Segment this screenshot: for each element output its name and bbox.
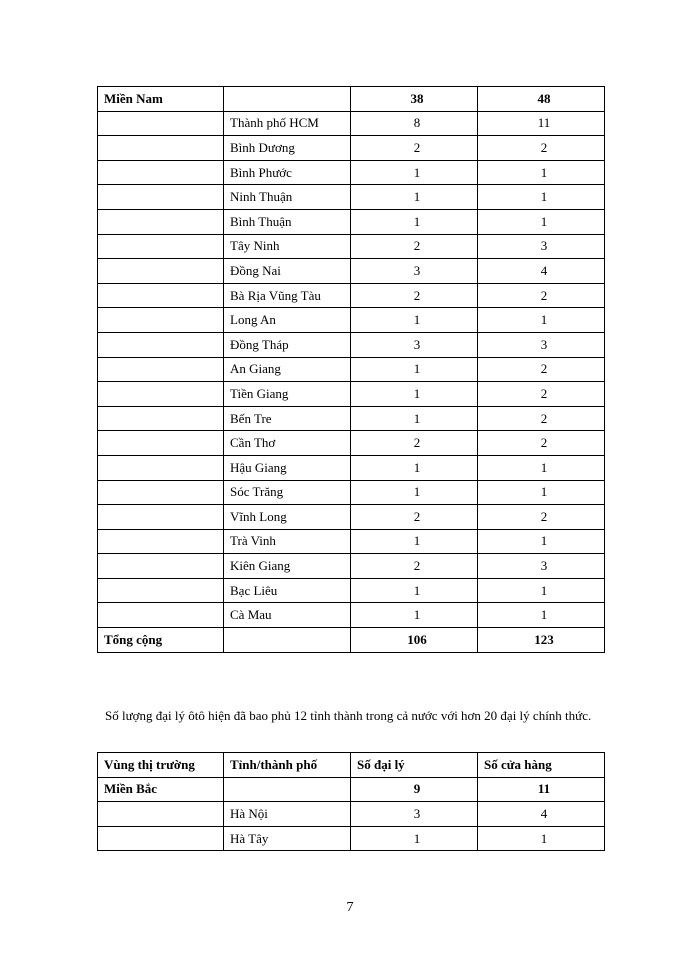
province-cell: An Giang bbox=[224, 357, 351, 382]
region-cell bbox=[98, 529, 224, 554]
stores-cell: 2 bbox=[478, 136, 605, 161]
stores-cell: 1 bbox=[478, 603, 605, 628]
province-cell: Bình Thuận bbox=[224, 209, 351, 234]
stores-cell: 2 bbox=[478, 357, 605, 382]
dealers-cell: 3 bbox=[351, 332, 478, 357]
region-cell bbox=[98, 406, 224, 431]
region-cell bbox=[98, 332, 224, 357]
dealers-cell: 1 bbox=[351, 209, 478, 234]
table-row bbox=[98, 431, 605, 456]
dealers-cell: 1 bbox=[351, 357, 478, 382]
province-cell: Bình Dương bbox=[224, 136, 351, 161]
region-row bbox=[98, 777, 605, 802]
table-row bbox=[98, 480, 605, 505]
dealers-cell: 2 bbox=[351, 234, 478, 259]
dealers-cell: 1 bbox=[351, 308, 478, 333]
stores-cell: 11 bbox=[478, 777, 605, 802]
header-province: Tỉnh/thành phố bbox=[224, 753, 351, 778]
region-cell bbox=[98, 283, 224, 308]
stores-cell: 3 bbox=[478, 554, 605, 579]
stores-cell: 11 bbox=[478, 111, 605, 136]
province-cell: Bà Rịa Vũng Tàu bbox=[224, 283, 351, 308]
stores-cell: 1 bbox=[478, 209, 605, 234]
table-row bbox=[98, 357, 605, 382]
table-row bbox=[98, 234, 605, 259]
dealers-cell: 1 bbox=[351, 160, 478, 185]
stores-cell: 1 bbox=[478, 160, 605, 185]
dealers-cell: 1 bbox=[351, 603, 478, 628]
coverage-paragraph: Số lượng đại lý ôtô hiện đã bao phủ 12 tỉnh thành trong cả nước với hơn 20 đại lý chính thức. bbox=[105, 708, 592, 723]
stores-cell: 1 bbox=[478, 826, 605, 851]
table-row bbox=[98, 160, 605, 185]
dealers-cell: 2 bbox=[351, 431, 478, 456]
page-number: 7 bbox=[346, 900, 354, 915]
total-label: Tổng cộng bbox=[98, 628, 224, 653]
stores-cell: 4 bbox=[478, 802, 605, 827]
header-row bbox=[98, 753, 605, 778]
region-cell: Miền Bắc bbox=[98, 777, 224, 802]
dealers-cell: 38 bbox=[351, 87, 478, 112]
table-row bbox=[98, 826, 605, 851]
northern-dealers-table bbox=[97, 752, 605, 851]
total-dealers: 106 bbox=[351, 628, 478, 653]
table-row bbox=[98, 455, 605, 480]
stores-cell: 1 bbox=[478, 455, 605, 480]
dealers-cell: 3 bbox=[351, 802, 478, 827]
stores-cell: 1 bbox=[478, 480, 605, 505]
province-cell: Kiên Giang bbox=[224, 554, 351, 579]
region-cell bbox=[98, 209, 224, 234]
region-cell bbox=[98, 111, 224, 136]
table-row bbox=[98, 505, 605, 530]
stores-cell: 1 bbox=[478, 529, 605, 554]
region-cell bbox=[98, 578, 224, 603]
dealers-cell: 1 bbox=[351, 382, 478, 407]
province-cell: Trà Vinh bbox=[224, 529, 351, 554]
province-cell: Vĩnh Long bbox=[224, 505, 351, 530]
region-cell bbox=[98, 480, 224, 505]
stores-cell: 2 bbox=[478, 406, 605, 431]
province-cell: Sóc Trăng bbox=[224, 480, 351, 505]
stores-cell: 48 bbox=[478, 87, 605, 112]
dealers-cell: 3 bbox=[351, 259, 478, 284]
table-row bbox=[98, 185, 605, 210]
table-row bbox=[98, 802, 605, 827]
region-cell bbox=[98, 357, 224, 382]
province-cell: Thành phố HCM bbox=[224, 111, 351, 136]
region-row bbox=[98, 87, 605, 112]
table-row bbox=[98, 111, 605, 136]
dealers-cell: 1 bbox=[351, 480, 478, 505]
southern-dealers-table bbox=[97, 86, 605, 653]
dealers-cell: 9 bbox=[351, 777, 478, 802]
table-row bbox=[98, 259, 605, 284]
dealers-cell: 1 bbox=[351, 406, 478, 431]
dealers-cell: 1 bbox=[351, 455, 478, 480]
table-row bbox=[98, 603, 605, 628]
table-row bbox=[98, 332, 605, 357]
region-cell bbox=[98, 802, 224, 827]
total-row bbox=[98, 628, 605, 653]
table-row bbox=[98, 578, 605, 603]
province-cell: Cà Mau bbox=[224, 603, 351, 628]
province-cell bbox=[224, 87, 351, 112]
region-cell bbox=[98, 136, 224, 161]
total-stores: 123 bbox=[478, 628, 605, 653]
stores-cell: 3 bbox=[478, 234, 605, 259]
table-row bbox=[98, 283, 605, 308]
province-cell: Tiền Giang bbox=[224, 382, 351, 407]
dealers-cell: 2 bbox=[351, 505, 478, 530]
table-row bbox=[98, 554, 605, 579]
dealers-cell: 1 bbox=[351, 578, 478, 603]
header-region: Vùng thị trường bbox=[98, 753, 224, 778]
table-row bbox=[98, 406, 605, 431]
region-cell bbox=[98, 554, 224, 579]
dealers-cell: 1 bbox=[351, 529, 478, 554]
province-cell: Bến Tre bbox=[224, 406, 351, 431]
region-cell bbox=[98, 603, 224, 628]
dealers-cell: 2 bbox=[351, 554, 478, 579]
region-cell bbox=[98, 826, 224, 851]
table-row bbox=[98, 529, 605, 554]
stores-cell: 2 bbox=[478, 431, 605, 456]
province-cell bbox=[224, 777, 351, 802]
dealers-cell: 8 bbox=[351, 111, 478, 136]
region-cell bbox=[98, 455, 224, 480]
stores-cell: 2 bbox=[478, 283, 605, 308]
table-row bbox=[98, 209, 605, 234]
province-cell: Tây Ninh bbox=[224, 234, 351, 259]
region-cell bbox=[98, 160, 224, 185]
province-cell: Hà Tây bbox=[224, 826, 351, 851]
table-row bbox=[98, 136, 605, 161]
province-cell: Bạc Liêu bbox=[224, 578, 351, 603]
region-cell bbox=[98, 308, 224, 333]
province-cell: Hà Nội bbox=[224, 802, 351, 827]
region-cell bbox=[98, 382, 224, 407]
stores-cell: 4 bbox=[478, 259, 605, 284]
stores-cell: 2 bbox=[478, 505, 605, 530]
table-row bbox=[98, 308, 605, 333]
province-cell: Long An bbox=[224, 308, 351, 333]
province-cell bbox=[224, 628, 351, 653]
region-cell bbox=[98, 505, 224, 530]
dealers-cell: 1 bbox=[351, 826, 478, 851]
header-dealers: Số đại lý bbox=[351, 753, 478, 778]
table-row bbox=[98, 382, 605, 407]
stores-cell: 3 bbox=[478, 332, 605, 357]
province-cell: Ninh Thuận bbox=[224, 185, 351, 210]
region-cell bbox=[98, 259, 224, 284]
province-cell: Đồng Tháp bbox=[224, 332, 351, 357]
dealers-cell: 1 bbox=[351, 185, 478, 210]
stores-cell: 1 bbox=[478, 578, 605, 603]
region-cell bbox=[98, 185, 224, 210]
stores-cell: 1 bbox=[478, 308, 605, 333]
dealers-cell: 2 bbox=[351, 283, 478, 308]
region-cell: Miền Nam bbox=[98, 87, 224, 112]
header-stores: Số cửa hàng bbox=[478, 753, 605, 778]
region-cell bbox=[98, 234, 224, 259]
province-cell: Bình Phước bbox=[224, 160, 351, 185]
stores-cell: 2 bbox=[478, 382, 605, 407]
province-cell: Hậu Giang bbox=[224, 455, 351, 480]
region-cell bbox=[98, 431, 224, 456]
dealers-cell: 2 bbox=[351, 136, 478, 161]
stores-cell: 1 bbox=[478, 185, 605, 210]
province-cell: Cần Thơ bbox=[224, 431, 351, 456]
province-cell: Đồng Nai bbox=[224, 259, 351, 284]
